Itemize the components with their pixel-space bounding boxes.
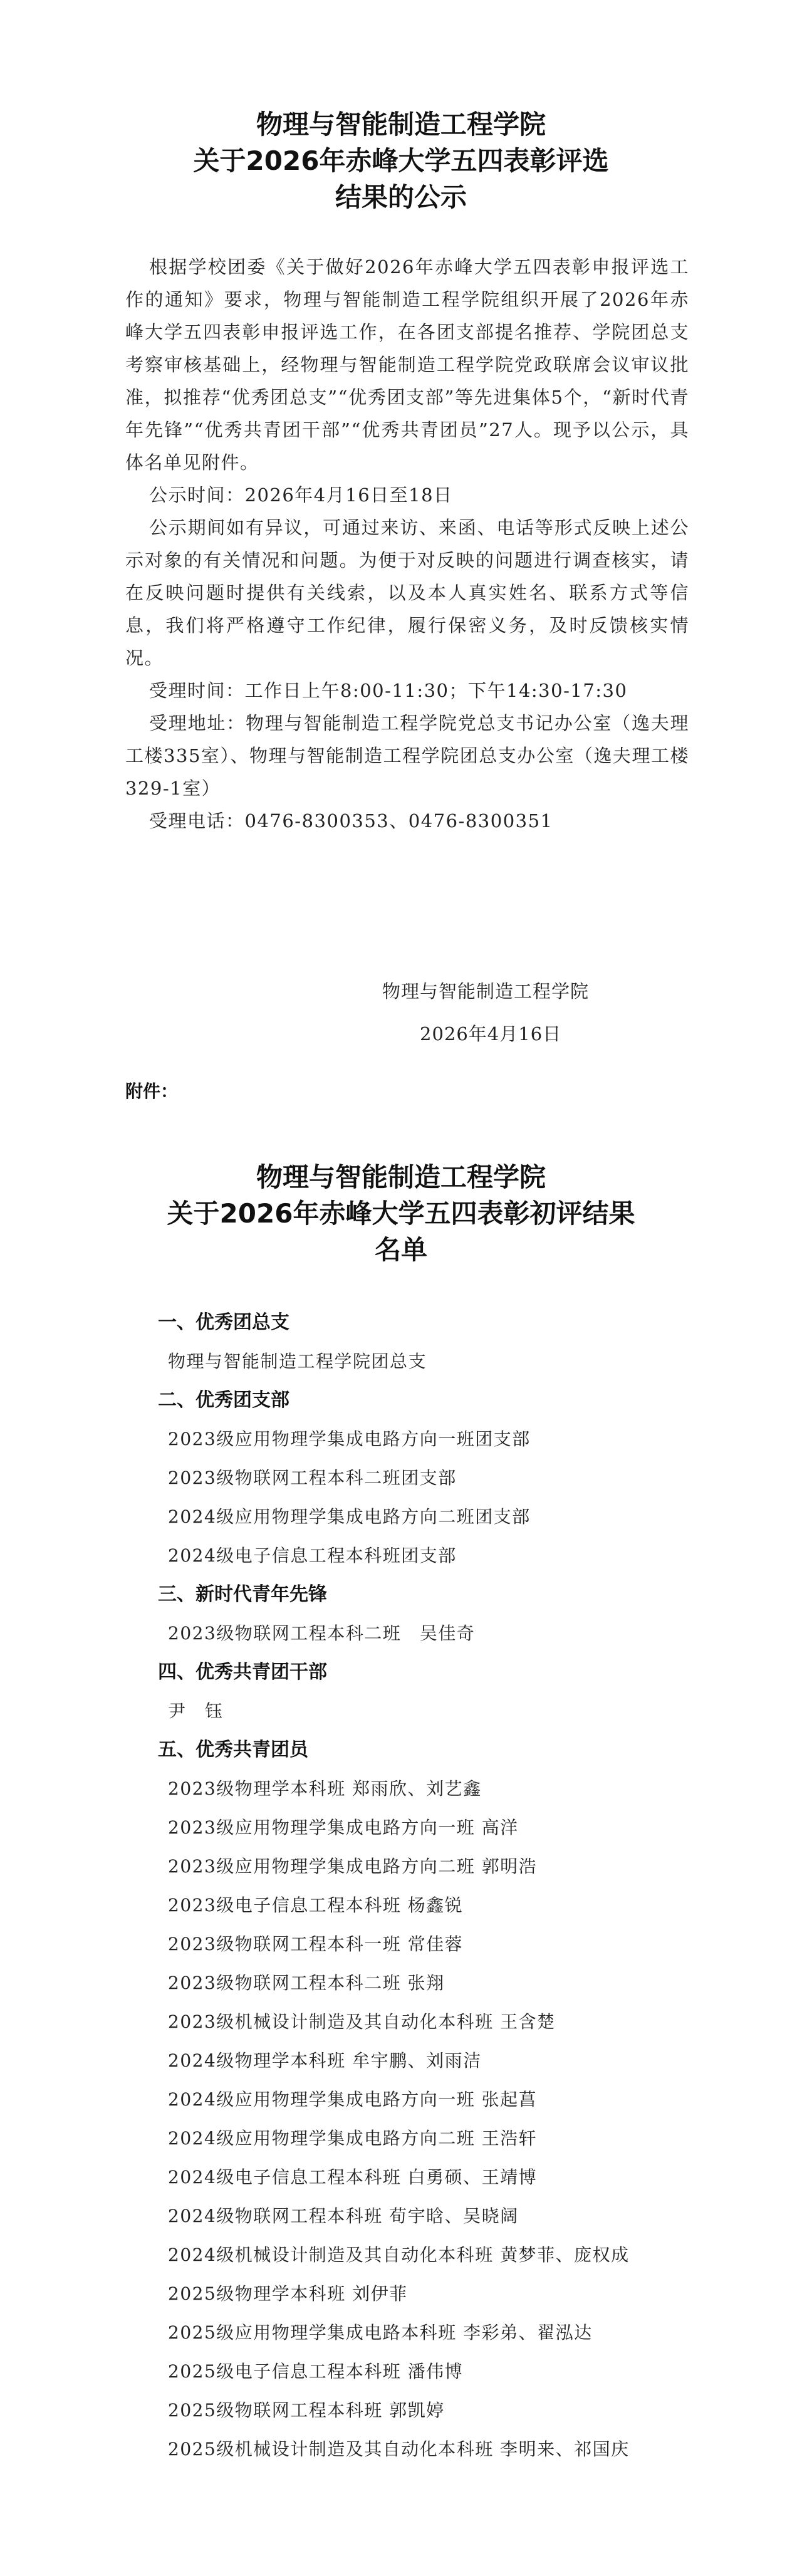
attachment-title	[0, 1159, 802, 1268]
list-item: 2023级应用物理学集成电路方向一班 高洋	[168, 1817, 519, 1838]
list-item: 2023级物联网工程本科二班 张翔	[168, 1973, 445, 1993]
list-item: 2023级物联网工程本科二班团支部	[168, 1468, 457, 1488]
list-item: 2023级电子信息工程本科班 杨鑫锐	[168, 1895, 464, 1916]
notice-paragraph-basis: 根据学校团委《关于做好2026年赤峰大学五四表彰申报评选工作的通知》要求，物理与智能制造工程学院组织开展了2026年赤峰大学五四表彰申报评选工作，在各团支部提名推荐、学院团总支考察审核基础上，经物理与智能制造工程学院党政联席会议审议批准，拟推荐“优秀团总支”“优秀团支部”等先进集体5个，“新时代青年先锋”“优秀共青团干部”“优秀共青团员”27人。现予以公示，具体名单见附件。	[125, 256, 689, 473]
notice-body	[125, 251, 689, 837]
document-title	[0, 107, 802, 216]
notice-acceptance-address: 受理地址：物理与智能制造工程学院党总支书记办公室（逸夫理工楼335室）、物理与智能制造工程学院团总支办公室（逸夫理工楼329-1室）	[125, 712, 689, 799]
list-item: 2023级物理学本科班 郑雨欣、刘艺鑫	[168, 1778, 482, 1799]
attachment-title-line-2: 关于2026年赤峰大学五四表彰初评结果	[167, 1198, 635, 1229]
list-item: 2024级电子信息工程本科班团支部	[168, 1545, 457, 1566]
notice-acceptance-time: 受理时间：工作日上午8:00-11:30；下午14:30-17:30	[149, 680, 628, 701]
signature-organization: 物理与智能制造工程学院	[382, 981, 590, 1002]
list-item: 2023级物联网工程本科一班 常佳蓉	[168, 1934, 464, 1954]
list-item: 2023级物联网工程本科二班 吴佳奇	[168, 1623, 476, 1644]
list-item: 2023级应用物理学集成电路方向二班 郭明浩	[168, 1856, 538, 1877]
list-item: 2025级应用物理学集成电路本科班 李彩弟、翟泓达	[168, 2322, 593, 2343]
attachment-title-line-3: 名单	[374, 1234, 427, 1265]
list-item: 2023级应用物理学集成电路方向一班团支部	[168, 1429, 531, 1449]
category-heading-excellent-league-group: 二、优秀团支部	[158, 1389, 289, 1411]
list-item: 2024级应用物理学集成电路方向二班团支部	[168, 1506, 531, 1527]
award-list	[125, 1303, 689, 2469]
list-item: 2025级机械设计制造及其自动化本科班 李明来、祁国庆	[168, 2439, 630, 2459]
list-item: 2025级物联网工程本科班 郭凯婷	[168, 2400, 445, 2421]
category-heading-excellent-league-branch: 一、优秀团总支	[158, 1311, 289, 1333]
list-item: 2025级电子信息工程本科班 潘伟博	[168, 2361, 464, 2382]
list-item: 2024级物联网工程本科班 荀宇晗、吴晓阔	[168, 2206, 519, 2226]
category-heading-excellent-league-cadre: 四、优秀共青团干部	[158, 1661, 327, 1683]
list-item: 2024级物理学本科班 牟宇鹏、刘雨洁	[168, 2050, 482, 2071]
notice-paragraph-objection: 公示期间如有异议，可通过来访、来函、电话等形式反映上述公示对象的有关情况和问题。为便于对反映的问题进行调查核实，请在反映问题时提供有关线索，以及本人真实姓名、联系方式等信息，我们将严格遵守工作纪律，履行保密义务，及时反馈核实情况。	[125, 517, 689, 669]
document-title-line-1: 物理与智能制造工程学院	[256, 109, 546, 140]
list-item: 2025级物理学本科班 刘伊菲	[168, 2283, 408, 2304]
list-item: 2024级应用物理学集成电路方向二班 王浩轩	[168, 2128, 538, 2149]
list-item: 2024级机械设计制造及其自动化本科班 黄梦菲、庞权成	[168, 2245, 630, 2265]
list-item: 2023级机械设计制造及其自动化本科班 王含楚	[168, 2011, 556, 2032]
attachment-label: 附件：	[125, 1081, 179, 1102]
list-item: 尹 钰	[168, 1701, 224, 1721]
category-heading-excellent-league-member: 五、优秀共青团员	[158, 1739, 308, 1761]
notice-acceptance-phone: 受理电话：0476-8300353、0476-8300351	[149, 810, 553, 832]
document-title-line-2: 关于2026年赤峰大学五四表彰评选	[193, 145, 609, 176]
signature-date: 2026年4月16日	[420, 1023, 562, 1045]
list-item: 物理与智能制造工程学院团总支	[168, 1351, 427, 1372]
document-title-line-3: 结果的公示	[335, 182, 467, 212]
notice-publicity-time: 公示时间：2026年4月16日至18日	[149, 484, 453, 506]
list-item: 2024级应用物理学集成电路方向一班 张起菖	[168, 2089, 538, 2110]
list-item: 2024级电子信息工程本科班 白勇硕、王靖博	[168, 2167, 538, 2188]
attachment-title-line-1: 物理与智能制造工程学院	[256, 1162, 546, 1192]
category-heading-youth-pioneer: 三、新时代青年先锋	[158, 1583, 327, 1605]
